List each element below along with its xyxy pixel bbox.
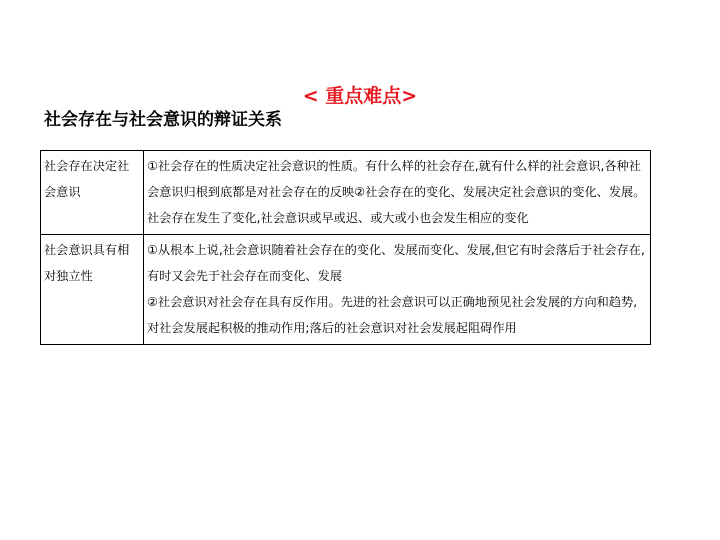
section-title: 社会存在与社会意识的辩证关系 — [44, 110, 282, 130]
row-paragraph: ①社会存在的性质决定社会意识的性质。有什么样的社会存在,就有什么样的社会意识,各种社会意识归根到底都是对社会存在的反映②社会存在的变化、发展决定社会意识的变化、发展。社会存在发生了变化,社会意识或早或迟、或大或小也会发生相应的变化 — [147, 159, 646, 225]
row-paragraph: ②社会意识对社会存在具有反作用。先进的社会意识可以正确地预见社会发展的方向和趋势,对社会发展起积极的推动作用;落后的社会意识对社会发展起阻碍作用 — [147, 295, 638, 335]
table-row — [41, 235, 651, 345]
row-label-decisive: 社会存在决定社会意识 — [41, 151, 144, 235]
row-content-decisive — [144, 151, 651, 235]
relationship-table — [40, 150, 651, 345]
row-paragraph: ①从根本上说,社会意识随着社会存在的变化、发展而变化、发展,但它有时会落后于社会存在,有时又会先于社会存在而变化、发展 — [147, 243, 645, 283]
key-points-heading: < 重点难点> — [302, 85, 418, 107]
row-content-independence — [144, 235, 651, 345]
row-label-independence: 社会意识具有相对独立性 — [41, 235, 144, 345]
table-row — [41, 151, 651, 235]
